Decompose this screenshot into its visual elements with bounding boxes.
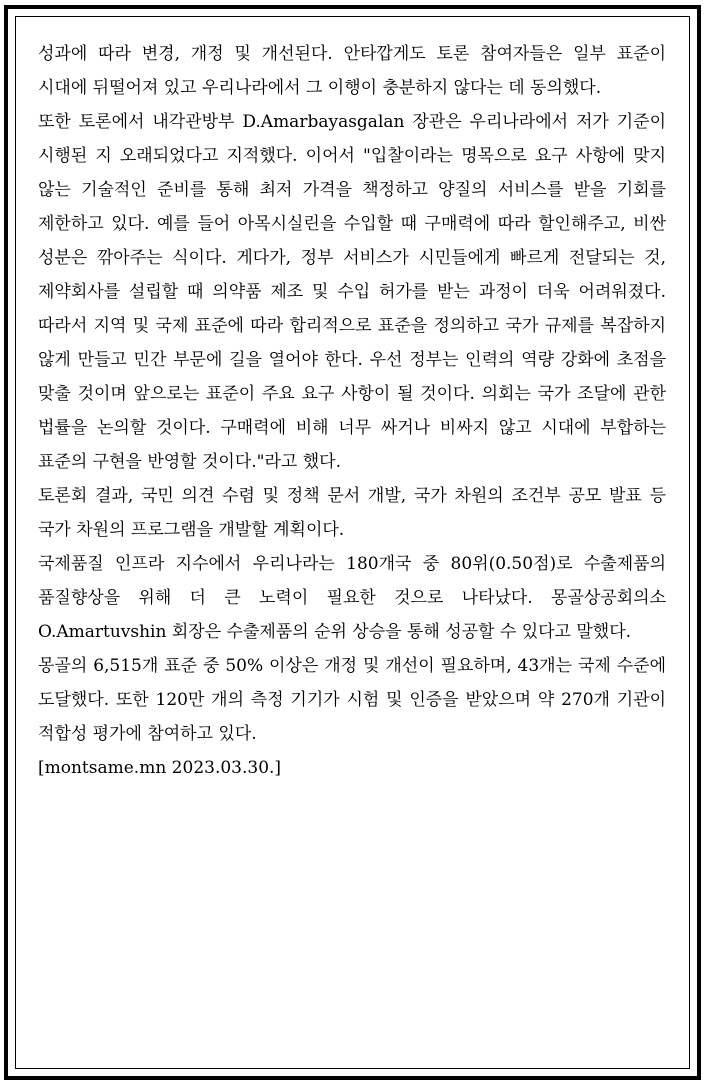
page-border-outer [4,5,701,1080]
paragraph-minister-statement: 또한 토론에서 내각관방부 D.Amarbayasgalan 장관은 우리나라에서 저가 기준이 시행된 지 오래되었다고 지적했다. 이어서 "입찰이라는 명목으로 요구 사항에 맞지 않는 기술적인 준비를 통해 최저 가격을 책정하고 양질의 서비스를 받을 기회를 제한하고 있다. 예를 들어 아목시실린을 수입할 때 구매력에 따라 할인해주고, 비싼 성분은 깎아주는 식이다. 게다가, 정부 서비스가 시민들에게 빠르게 전달되는 것, 제약회사를 설립할 때 의약품 제조 및 수입 허가를 받는 과정이 더욱 어려워졌다. 따라서 지역 및 국제 표준에 따라 합리적으로 표준을 정의하고 국가 규제를 복잡하지 않게 만들고 민간 부문에 길을 열어야 한다. 우선 정부는 인력의 역량 강화에 초점을 맞출 것이며 앞으로는 표준이 주요 요구 사항이 될 것이다. 의회는 국가 조달에 관한 법률을 논의할 것이다. 구매력에 비해 너무 싸거나 비싸지 않고 시대에 부합하는 표준의 구현을 반영할 것이다."라고 했다. [38,112,666,472]
paragraph-quality-index: 국제품질 인프라 지수에서 우리나라는 180개국 중 80위(0.50점)로 수출제품의 품질향상을 위해 더 큰 노력이 필요한 것으로 나타났다. 몽골상공회의소 O.Amartuvshin 회장은 수출제품의 순위 상승을 통해 성공할 수 있다고 말했다. [38,554,666,642]
source-citation: [montsame.mn 2023.03.30.] [38,758,282,778]
paragraph-forum-results: 토론회 결과, 국민 의견 수렴 및 정책 문서 개발, 국가 차원의 조건부 공모 발표 등 국가 차원의 프로그램을 개발할 계획이다. [38,486,666,540]
paragraph-standards-revision: 성과에 따라 변경, 개정 및 개선된다. 안타깝게도 토론 참여자들은 일부 표준이 시대에 뒤떨어져 있고 우리나라에서 그 이행이 충분하지 않다는 데 동의했다. [38,44,666,98]
article-body [38,37,666,785]
paragraph-standards-count: 몽골의 6,515개 표준 중 50% 이상은 개정 및 개선이 필요하며, 43개는 국제 수준에 도달했다. 또한 120만 개의 측정 기기가 시험 및 인증을 받았으며 약 270개 기관이 적합성 평가에 참여하고 있다. [38,656,666,744]
